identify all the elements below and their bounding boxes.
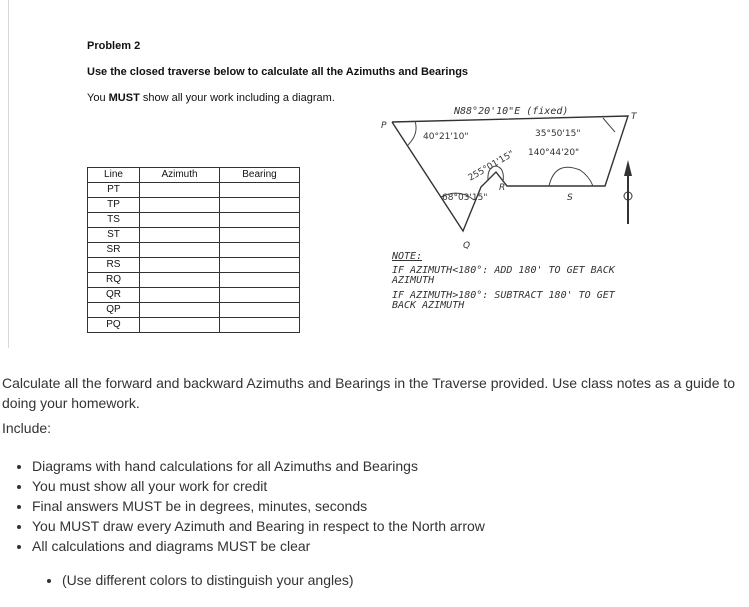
must-show-line [87,92,335,104]
note-block [392,252,662,311]
angle-arc-t [603,118,615,132]
north-arrow-icon [624,160,632,224]
line-cell: RS [88,258,140,273]
traverse-diagram [375,100,665,260]
line-cell: PT [88,183,140,198]
table-row [88,198,300,213]
note-line-2a: IF AZIMUTH>180°: SUBTRACT 180' TO GET [392,290,615,301]
bearing-cell[interactable] [220,228,300,243]
point-label-s: S [567,193,573,203]
azimuth-cell[interactable] [140,258,220,273]
line-cell: ST [88,228,140,243]
include-label: Include: [2,420,52,436]
line-cell: RQ [88,273,140,288]
azimuth-cell[interactable] [140,198,220,213]
azimuth-cell[interactable] [140,243,220,258]
azimuth-cell[interactable] [140,303,220,318]
bearing-cell[interactable] [220,258,300,273]
line-cell: QR [88,288,140,303]
line-cell: QP [88,303,140,318]
bearing-cell[interactable] [220,288,300,303]
bearing-cell[interactable] [220,303,300,318]
bearing-cell[interactable] [220,198,300,213]
line-cell: TP [88,198,140,213]
table-row [88,273,300,288]
list-item: • (Use different colors to distinguish your angles) [62,570,354,590]
point-label-q: Q [463,241,471,251]
angle-label-t: 35°50'15" [535,129,581,139]
azimuth-cell[interactable] [140,288,220,303]
angle-arc-p [408,121,416,145]
requirements-list [12,456,485,556]
list-item: • All calculations and diagrams MUST be clear [32,536,485,556]
table-row [88,243,300,258]
azimuth-cell[interactable] [140,318,220,333]
angle-label-q: 68°03'15" [442,193,488,203]
assignment-paragraph: Calculate all the forward and backward Azimuths and Bearings in the Traverse provided. Use class notes as a guide to doing your homework. [2,375,736,411]
fixed-bearing-label: N88°20'10"E (fixed) [454,106,569,117]
bearing-cell[interactable] [220,213,300,228]
must-show-prefix: You [87,92,109,104]
list-item: • Final answers MUST be in degrees, minutes, seconds [32,496,485,516]
problem-instruction: Use the closed traverse below to calculate all the Azimuths and Bearings [87,66,469,78]
table-row [88,288,300,303]
table-row [88,318,300,333]
header-bearing: Bearing [220,168,300,183]
line-cell: SR [88,243,140,258]
table-row [88,183,300,198]
azimuth-cell[interactable] [140,213,220,228]
header-line: Line [88,168,140,183]
angle-label-p: 40°21'10" [423,132,469,142]
must-show-emphasis: MUST [108,92,140,104]
table-row [88,303,300,318]
line-cell: PQ [88,318,140,333]
point-label-p: P [381,121,387,131]
line-cell: TS [88,213,140,228]
azimuth-cell[interactable] [140,183,220,198]
point-label-r: R [499,183,506,193]
header-azimuth: Azimuth [140,168,220,183]
left-divider-line [8,0,9,348]
point-label-t: T [631,112,637,122]
azimuth-cell[interactable] [140,273,220,288]
note-line-1b: AZIMUTH [392,275,435,286]
list-item: • You MUST draw every Azimuth and Bearing in respect to the North arrow [32,516,485,536]
must-show-suffix: show all your work including a diagram. [139,92,335,104]
note-line-1a: IF AZIMUTH<180°: ADD 180' TO GET BACK [392,265,615,276]
color-note-list [42,570,354,590]
azimuth-bearing-table [87,167,300,333]
angle-arc-s [549,167,593,186]
angle-label-r: 255°01'15" [466,149,517,184]
bearing-cell[interactable] [220,243,300,258]
azimuth-cell[interactable] [140,228,220,243]
note-line-2b: BACK AZIMUTH [392,300,465,311]
table-row [88,258,300,273]
bearing-cell[interactable] [220,183,300,198]
table-row [88,213,300,228]
list-item: • Diagrams with hand calculations for all Azimuths and Bearings [32,456,485,476]
problem-title: Problem 2 [87,40,141,52]
note-title: NOTE: [392,251,423,262]
bearing-cell[interactable] [220,273,300,288]
bearing-cell[interactable] [220,318,300,333]
angle-label-s: 140°44'20" [528,148,580,158]
list-item: • You must show all your work for credit [32,476,485,496]
table-header-row [88,168,300,183]
table-row [88,228,300,243]
